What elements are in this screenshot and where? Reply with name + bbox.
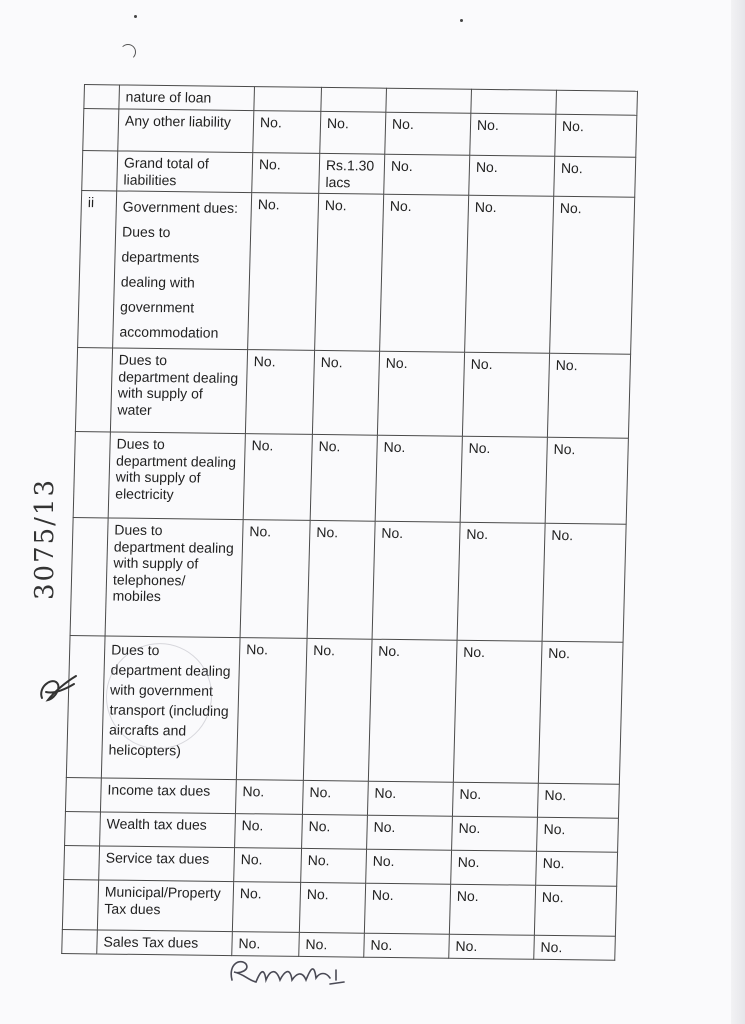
row-number <box>82 151 118 191</box>
value-cell: Rs.1.30 lacs <box>319 153 385 194</box>
row-label: Grand total of liabilities <box>117 151 253 193</box>
value-cell: No. <box>380 194 469 352</box>
value-cell: No. <box>248 193 319 351</box>
value-cell: No. <box>312 350 379 435</box>
punch-hole-mark <box>120 44 136 60</box>
speck <box>134 15 137 18</box>
value-cell: No. <box>457 522 545 641</box>
table-row <box>62 880 616 937</box>
value-cell: No. <box>550 196 635 354</box>
value-cell <box>254 87 322 112</box>
value-cell: No. <box>235 814 303 849</box>
signature-mark <box>226 950 356 992</box>
value-cell: No. <box>364 933 450 958</box>
value-cell: No. <box>538 641 623 784</box>
table-row <box>66 636 623 785</box>
row-number <box>73 432 110 518</box>
row-number <box>64 846 100 880</box>
value-cell: No. <box>453 640 542 783</box>
value-cell: No. <box>554 156 636 197</box>
row-label: Wealth tax dues <box>100 812 236 848</box>
row-label: Government dues: Dues to departments dealing with government accommodation <box>113 191 252 350</box>
row-label: Dues to department dealing with government transport (including aircrafts and helicopters) <box>108 641 231 759</box>
value-cell <box>471 89 557 114</box>
value-cell: No. <box>299 882 365 933</box>
value-cell: No. <box>301 848 367 883</box>
row-label-cell <box>101 636 240 780</box>
value-cell: No. <box>372 521 460 640</box>
value-cell: No. <box>368 639 457 782</box>
value-cell: No. <box>460 436 547 523</box>
value-cell: No. <box>555 114 637 157</box>
value-cell: No. <box>462 352 549 437</box>
value-cell: No. <box>470 113 556 156</box>
value-cell: No. <box>367 781 453 816</box>
value-cell: No. <box>299 932 365 956</box>
table-row <box>82 151 636 198</box>
value-cell: No. <box>452 816 538 851</box>
row-label: Municipal/Property Tax dues <box>97 880 233 932</box>
page-edge-shadow <box>731 0 745 1024</box>
value-cell: No. <box>236 638 307 781</box>
row-number <box>62 930 98 954</box>
row-number <box>70 518 108 636</box>
value-cell: No. <box>232 932 300 956</box>
table-row <box>75 348 630 439</box>
row-number <box>65 812 101 846</box>
row-label: Any other liability <box>118 109 254 153</box>
value-cell: No. <box>385 112 471 155</box>
value-cell: No. <box>534 935 616 959</box>
row-number <box>62 880 98 930</box>
value-cell: No. <box>375 435 462 522</box>
table-row <box>73 432 628 525</box>
value-cell: No. <box>315 193 384 351</box>
value-cell: No. <box>366 849 452 884</box>
value-cell: No. <box>307 520 375 639</box>
handwritten-reference-number: 3075/13 <box>30 477 60 600</box>
value-cell <box>321 87 387 112</box>
value-cell: No. <box>547 353 630 438</box>
value-cell: No. <box>302 780 368 815</box>
value-cell: No. <box>245 350 314 435</box>
row-number <box>83 109 119 151</box>
value-cell: No. <box>534 885 616 936</box>
value-cell: No. <box>542 523 626 642</box>
value-cell: No. <box>384 154 470 195</box>
initials-mark <box>36 668 82 708</box>
value-cell: No. <box>536 851 618 886</box>
value-cell: No. <box>253 111 321 154</box>
table-row <box>70 518 626 643</box>
speck <box>460 19 463 22</box>
value-cell: No. <box>235 780 303 815</box>
value-cell: No. <box>302 814 368 849</box>
row-label: Sales Tax dues <box>97 930 233 955</box>
value-cell: No. <box>465 195 554 353</box>
value-cell: No. <box>234 848 302 883</box>
value-cell: No. <box>452 782 538 817</box>
value-cell: No. <box>320 111 386 154</box>
value-cell: No. <box>451 850 537 885</box>
value-cell: No. <box>364 883 450 934</box>
value-cell: No. <box>537 817 619 852</box>
row-label: nature of loan <box>119 85 255 111</box>
value-cell: No. <box>240 520 310 639</box>
value-cell: No. <box>232 882 300 933</box>
value-cell: No. <box>449 934 535 959</box>
value-cell: No. <box>377 351 464 436</box>
value-cell: No. <box>545 437 628 524</box>
row-number <box>75 348 112 432</box>
dues-table <box>61 84 638 960</box>
value-cell: No. <box>449 884 535 935</box>
value-cell <box>386 88 472 113</box>
table-row <box>83 109 637 158</box>
row-label: Service tax dues <box>99 846 235 882</box>
row-label: Dues to department dealing with supply of water <box>110 348 247 434</box>
value-cell: No. <box>310 434 377 521</box>
value-cell <box>556 90 638 115</box>
row-label: Dues to department dealing with supply of electricity <box>108 432 245 520</box>
value-cell: No. <box>469 155 555 196</box>
value-cell: No. <box>367 815 453 850</box>
row-number <box>65 778 101 812</box>
value-cell: No. <box>243 434 312 521</box>
row-label: Income tax dues <box>100 778 236 814</box>
value-cell: No. <box>537 783 619 818</box>
row-number: ii <box>78 191 117 348</box>
table-row <box>78 191 635 355</box>
value-cell: No. <box>252 153 320 194</box>
row-number <box>84 85 120 109</box>
row-label: Dues to department dealing with supply of telephones/ mobiles <box>105 518 243 638</box>
value-cell: No. <box>303 638 372 781</box>
